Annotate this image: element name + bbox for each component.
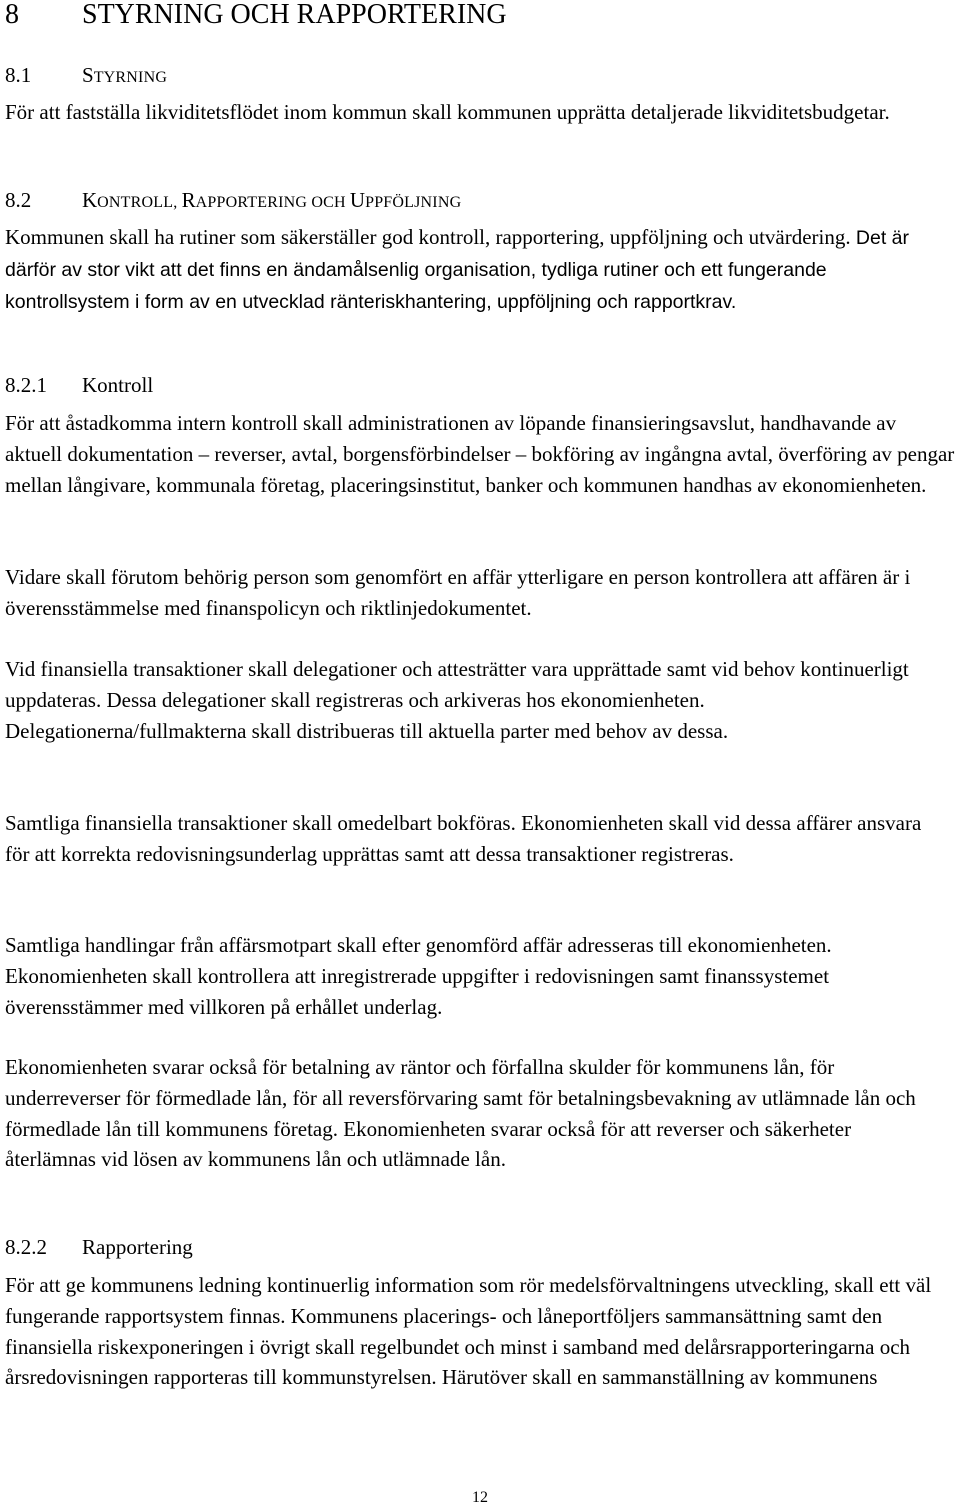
section-8-2-1-title: Kontroll [82, 373, 154, 397]
chapter-heading [5, 0, 507, 30]
section-8-2-2-body: För att ge kommunens ledning kontinuerlig information som rör medelsförvaltningens utveckling, skall ett väl fungerande rapportsystem finnas. Kommunens placerings- och låneportföljers sammansättning samt den finansiella riskexponeringen i övrigt skall regelbundet och minst i samband med delårsrapporteringarna och årsredovisningen rapporteras till kommunstyrelsen. Härutöver skall en sammanställning av kommunens [5, 1273, 932, 1390]
section-8-2-2-number: 8.2.2 [5, 1235, 47, 1259]
section-8-1-body: För att fastställa likviditetsflödet inom kommun skall kommunen upprätta detaljerade likviditetsbudgetar. [5, 100, 890, 124]
section-8-1-number: 8.1 [5, 63, 32, 87]
chapter-title: STYRNING OCH RAPPORTERING [82, 0, 507, 30]
section-8-1-heading: 8.1 STYRNING [5, 60, 167, 93]
section-8-2-1-paragraph: Vid finansiella transaktioner skall delegationer och attesträtter vara upprättade samt vid behov kontinuerligt uppdateras. Dessa delegationer skall registreras och arkiveras hos ekonomienheten. Delegationerna/fullmakterna skall distribueras till aktuella parter med behov av dessa. [5, 657, 909, 743]
section-8-2-1-paragraph: Samtliga handlingar från affärsmotpart skall efter genomförd affär adresseras till ekonomienheten. Ekonomienheten skall kontrollera att inregistrerade uppgifter i redovisningen samt finanssystemet överensstämmer med villkoren på erhållet underlag. [5, 933, 832, 1019]
section-8-2-1-paragraph: För att åstadkomma intern kontroll skall administrationen av löpande finansieringsavslut, handhavande av aktuell dokumentation – reverser, avtal, borgensförbindelser – bokföring av ingångna avtal, överföring av pengar mellan långivare, kommunala företag, placeringsinstitut, banker och kommunen handhas av ekonomienheten. [5, 411, 955, 497]
section-8-2-2-heading [5, 1232, 193, 1262]
section-8-2-2-title: Rapportering [82, 1235, 193, 1259]
section-8-2-1-paragraph: Ekonomienheten svarar också för betalning av räntor och förfallna skulder för kommunens lån, för underreverser för förmedlade lån, för all reversförvaring samt för betalningsbevakning av utlämnade lån och förmedlade lån till kommunens företag. Ekonomienheten svarar också för att reverser och säkerheter återlämnas vid lösen av kommunens lån och utlämnade lån. [5, 1055, 916, 1172]
section-8-2-number: 8.2 [5, 188, 32, 212]
section-8-2-body: Kommunen skall ha rutiner som säkerställer god kontroll, rapportering, uppföljning och utvärdering. Det är därför av stor vikt att det finns en ändamålsenlig organisation, tydliga rutiner och ett fungerande kontrollsystem i form av en utvecklad ränteriskhantering, uppföljning och rapportkrav. [5, 225, 909, 313]
section-8-2-1-paragraph: Vidare skall förutom behörig person som genomfört en affär ytterligare en person kontrollera att affären är i överensstämmelse med finanspolicyn och riktlinjedokumentet. [5, 565, 911, 620]
section-8-2-1-number: 8.2.1 [5, 373, 47, 397]
section-8-1-title: TYRNING [93, 69, 168, 86]
section-8-2-1-paragraph: Samtliga finansiella transaktioner skall omedelbart bokföras. Ekonomienheten skall vid dessa affärer ansvara för att korrekta redovisningsunderlag upprättas samt att dessa transaktioner registreras. [5, 811, 922, 866]
section-8-2-heading: 8.2 KONTROLL, RAPPORTERING OCH UPPFÖLJNING [5, 185, 461, 218]
chapter-number: 8 [5, 0, 19, 30]
section-8-2-1-heading [5, 370, 153, 400]
page-number: 12 [472, 1489, 488, 1506]
